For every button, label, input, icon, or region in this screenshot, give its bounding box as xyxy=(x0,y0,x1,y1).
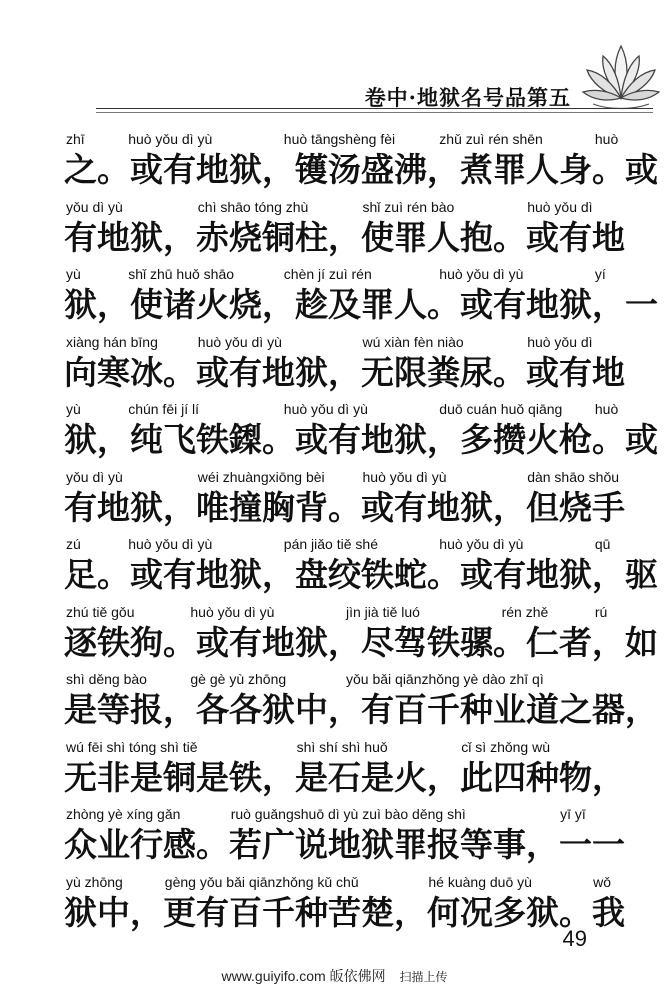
lotus-icon xyxy=(579,40,663,114)
text-line xyxy=(64,668,658,736)
header-rule xyxy=(96,112,653,113)
hanzi-line: 无 非 是 铜 是 铁 ， 是 石 是 火 ， 此 四 种 物 ， xyxy=(64,757,625,797)
pinyin-row xyxy=(64,668,624,690)
pinyin-row xyxy=(64,466,624,488)
pinyin-group: huò yǒu dì yù xyxy=(362,468,447,485)
pinyin-row xyxy=(64,533,624,555)
hanzi-line: 狱 中 ， 更 有 百 千 种 苦 楚 ， 何 况 多 狱 。 我 xyxy=(64,892,625,932)
footer-site: www.guiyifo.com 皈依佛网 xyxy=(221,968,386,984)
pinyin-row xyxy=(64,803,624,825)
pinyin-group: jìn jià tiě luó xyxy=(346,603,420,620)
pinyin-group: dàn shāo shǒu xyxy=(527,468,620,485)
pinyin-group: shǐ zhū huǒ shāo xyxy=(128,266,235,282)
pinyin-group: hé kuàng duō yù xyxy=(428,873,532,890)
text-line xyxy=(64,803,624,871)
hanzi-line: 逐 铁 狗 。 或 有 地 狱 ， 尽 驾 铁 骡 。 仁 者 ， 如 xyxy=(64,622,658,662)
text-line xyxy=(64,263,658,331)
hanzi-line: 向 寒 冰 。 或 有 地 狱 ， 无 限 粪 尿 。 或 有 地 xyxy=(64,352,625,392)
pinyin-group: rú xyxy=(594,603,608,620)
text-line xyxy=(64,533,658,601)
pinyin-group: chún fēi jí lí xyxy=(128,401,200,417)
pinyin-group: wú fēi shì tóng shì tiě xyxy=(66,738,198,755)
pinyin-group: huò xyxy=(594,401,619,417)
pinyin-group: rén zhě xyxy=(501,603,549,620)
pinyin-group: yǒu dì yù xyxy=(66,198,123,215)
pinyin-group: wéi zhuàngxiōng bèi xyxy=(197,468,325,485)
header-rule xyxy=(96,108,653,109)
text-line xyxy=(64,466,624,534)
pinyin-group: ruò guǎngshuō dì yù zuì bào děng shì xyxy=(230,806,466,822)
pinyin-group: huò xyxy=(594,131,619,147)
pinyin-group: chì shāo tóng zhù xyxy=(197,198,309,215)
pinyin-row xyxy=(64,263,624,285)
hanzi-line: 是 等 报 ， 各 各 狱 中 ， 有 百 千 种 业 道 之 器 ， xyxy=(64,690,658,729)
pinyin-row xyxy=(64,601,624,623)
pinyin-group: qū xyxy=(594,536,611,552)
pinyin-group: zú xyxy=(66,536,81,552)
pinyin-group: zhī xyxy=(66,131,85,147)
pinyin-group: zhòng yè xíng gǎn xyxy=(66,806,181,822)
pinyin-group: huò yǒu dì yù xyxy=(128,536,213,552)
page-number: 49 xyxy=(562,926,587,951)
pinyin-row xyxy=(64,871,624,893)
pinyin-group: yù xyxy=(66,401,81,417)
hanzi-line: 狱 ， 纯 飞 铁 鏫 。 或 有 地 狱 ， 多 攒 火 枪 。 或 xyxy=(64,420,658,459)
pinyin-row xyxy=(64,331,624,353)
text-line xyxy=(64,871,624,939)
text-line xyxy=(64,196,624,264)
pinyin-row xyxy=(64,398,624,420)
pinyin-group: huò yǒu dì xyxy=(527,198,593,215)
pinyin-group: pán jiǎo tiě shé xyxy=(283,536,378,552)
pinyin-group: huò yǒu dì yù xyxy=(128,131,213,147)
footer-note: 扫描上传 xyxy=(399,970,448,984)
pinyin-group: huò yǒu dì yù xyxy=(439,266,524,282)
pinyin-group: gè gè yù zhōng xyxy=(190,671,287,687)
pinyin-group: wǒ xyxy=(593,873,611,890)
pinyin-group: zhǔ zuì rén shēn xyxy=(439,131,543,147)
page-header xyxy=(0,0,669,118)
text-line xyxy=(64,398,658,466)
pinyin-group: yǒu bǎi qiānzhǒng yè dào zhī qì xyxy=(346,671,544,687)
chapter-title: 卷中·地狱名号品第五 xyxy=(364,85,571,110)
pinyin-group: huò yǒu dì yù xyxy=(283,401,368,417)
pinyin-group: xiàng hán bīng xyxy=(66,333,158,350)
hanzi-line: 之 。 或 有 地 狱 ， 镬 汤 盛 沸 ， 煮 罪 人 身 。 或 xyxy=(64,150,658,189)
pinyin-row xyxy=(64,196,624,218)
pinyin-group: cǐ sì zhǒng wù xyxy=(461,738,551,755)
hanzi-line: 足 。 或 有 地 狱 ， 盘 绞 铁 蛇 。 或 有 地 狱 ， 驱 xyxy=(64,555,658,594)
text-line xyxy=(64,601,658,669)
pinyin-group: huò yǒu dì yù xyxy=(439,536,524,552)
pinyin-group: yǒu dì yù xyxy=(66,468,123,485)
pinyin-group: yī yī xyxy=(560,806,586,822)
hanzi-line: 有 地 狱 ， 赤 烧 铜 柱 ， 使 罪 人 抱 。 或 有 地 xyxy=(64,217,625,257)
pinyin-group: huò yǒu dì yù xyxy=(190,603,275,620)
pinyin-group: chèn jí zuì rén xyxy=(283,266,372,282)
pinyin-group: huò yǒu dì xyxy=(527,333,593,350)
pinyin-row xyxy=(64,128,624,150)
pinyin-group: yù zhōng xyxy=(66,873,123,890)
pinyin-group: wú xiàn fèn niào xyxy=(362,333,464,350)
pinyin-group: yí xyxy=(594,266,606,282)
text-line xyxy=(64,128,658,196)
pinyin-group: duō cuán huǒ qiāng xyxy=(439,401,563,417)
pinyin-row xyxy=(64,736,624,758)
hanzi-line: 狱 ， 使 诸 火 烧 ， 趁 及 罪 人 。 或 有 地 狱 ， 一 xyxy=(64,285,658,324)
pinyin-group: huò tāngshèng fèi xyxy=(283,131,396,147)
pinyin-group: gèng yǒu bǎi qiānzhǒng kǔ chǔ xyxy=(164,873,359,890)
pinyin-group: zhú tiě gǒu xyxy=(66,603,135,620)
text-line xyxy=(64,331,624,399)
pinyin-group: yù xyxy=(66,266,81,282)
pinyin-group: shì děng bào xyxy=(66,671,147,687)
text-line xyxy=(64,736,624,804)
pinyin-group: shǐ zuì rén bào xyxy=(362,198,455,215)
footer xyxy=(0,966,669,986)
hanzi-line: 众 业 行 感 。 若 广 说 地 狱 罪 报 等 事 ， 一 一 xyxy=(64,825,625,864)
pinyin-group: huò yǒu dì yù xyxy=(197,333,282,350)
sutra-text xyxy=(64,128,658,938)
hanzi-line: 有 地 狱 ， 唯 撞 胸 背 。 或 有 地 狱 ， 但 烧 手 xyxy=(64,487,625,527)
pinyin-group: shì shí shì huǒ xyxy=(296,738,388,755)
